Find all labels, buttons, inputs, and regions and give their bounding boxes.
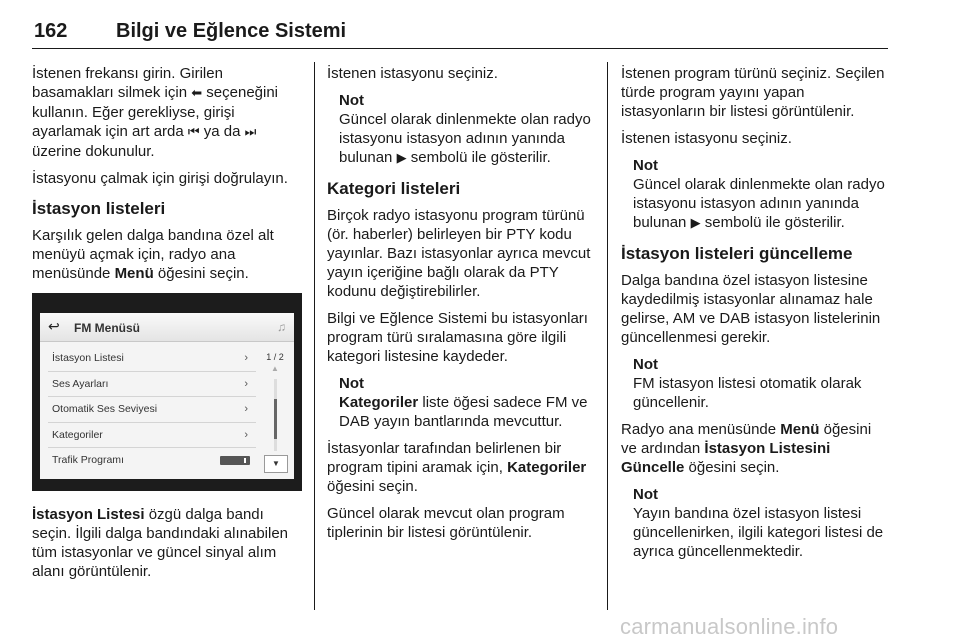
note-current-station-2: Not Güncel olarak dinlenmekte olan radyo istasyonu istasyon adının yanında bulunan ▶ sembolü ile gösterilir. xyxy=(633,157,885,231)
paragraph-select-station: İstenen istasyonu seçiniz. xyxy=(327,65,498,82)
fm-menu-display xyxy=(40,313,294,479)
paragraph-open-submenu: Karşılık gelen dalga bandına özel alt menüyü açmak için, radyo ana menüsünde Menü öğesini seçin. xyxy=(32,227,274,282)
chevron-right-icon: › xyxy=(244,403,248,416)
paragraph-program-types-list: Güncel olarak mevcut olan program tiplerinin bir listesi görüntülenir. xyxy=(327,505,565,541)
paragraph-frequency-entry: İstenen frekansı girin. Girilen basamakları silmek için ⬅ seçeneğini kullanın. Eğer gerekliyse, girişi ayarlamak için art arda ⏮ ya da ⏭ üzerine dokunulur. xyxy=(32,65,279,160)
column-3 xyxy=(621,64,891,569)
traffic-toggle[interactable] xyxy=(220,456,250,465)
page-number: 162 xyxy=(34,20,68,42)
column-1 xyxy=(32,64,302,589)
music-note-icon[interactable]: ♫ xyxy=(277,320,286,334)
column-2 xyxy=(327,64,595,550)
play-icon: ▶ xyxy=(690,216,701,231)
menu-item-categories[interactable]: Kategoriler › xyxy=(48,423,256,449)
note-current-station: Not Güncel olarak dinlenmekte olan radyo istasyonu istasyon adının yanında bulunan ▶ sembolü ile gösterilir. xyxy=(339,92,591,166)
heading-station-lists: İstasyon listeleri xyxy=(32,199,166,218)
paragraph-category-save: Bilgi ve Eğlence Sistemi bu istasyonları program türü sıralamasına göre ilgili kategori listesine kaydeder. xyxy=(327,310,588,365)
scroll-down-button[interactable]: ▼ xyxy=(264,455,288,473)
heading-category-lists: Kategori listeleri xyxy=(327,179,461,198)
menu-item-auto-volume[interactable]: Otomatik Ses Seviyesi › xyxy=(48,397,256,423)
paragraph-pty-code: Birçok radyo istasyonu program türünü (ör. haberler) belirleyen bir PTY kodu yayınlar. Bazı istasyonlar ayrıca mevcut yayın içeriğine bağlı olarak da PTY kodunu değiştirebilirler. xyxy=(327,207,591,300)
note-category-update: Not Yayın bandına özel istasyon listesi güncellenirken, ilgili kategori listesi de ayrıca güncellenmektedir. xyxy=(633,486,884,560)
menu-item-traffic-program[interactable]: Trafik Programı xyxy=(48,448,256,473)
skip-previous-icon: ⏮ xyxy=(187,125,200,140)
paragraph-update-instructions: Radyo ana menüsünde Menü öğesini ve ardından İstasyon Listesini Güncelle öğesini seçin. xyxy=(621,421,872,476)
note-categories-bands: Not Kategoriler liste öğesi sadece FM ve DAB yayın bantlarında mevcuttur. xyxy=(339,375,588,430)
menu-item-station-list[interactable]: İstasyon Listesi › xyxy=(48,346,256,372)
page-title: Bilgi ve Eğlence Sistemi xyxy=(116,20,347,42)
page-indicator: 1 / 2 xyxy=(266,352,284,362)
paragraph-confirm: İstasyonu çalmak için girişi doğrulayın. xyxy=(32,170,288,187)
fm-menu-list xyxy=(48,346,256,473)
note-fm-auto-update: Not FM istasyon listesi otomatik olarak güncellenir. xyxy=(633,356,862,411)
fm-menu-header xyxy=(40,313,294,342)
skip-next-icon: ⏭ xyxy=(244,125,257,140)
paragraph-update-needed: Dalga bandına özel istasyon listesine kaydedilmiş istasyonlar alınamaz hale gelirse, AM ve DAB istasyon listelerinin güncellenmesi gerekir. xyxy=(621,272,881,346)
back-icon[interactable]: ↩ xyxy=(48,318,60,334)
chevron-right-icon: › xyxy=(244,428,248,441)
column-divider-1 xyxy=(314,62,315,610)
page-header xyxy=(32,14,888,49)
fm-menu-title: FM Menüsü xyxy=(74,321,140,335)
scroll-up-icon[interactable]: ▲ xyxy=(271,364,279,373)
heading-update-station-lists: İstasyon listeleri güncelleme xyxy=(621,244,853,263)
chevron-right-icon: › xyxy=(244,377,248,390)
scrollbar[interactable] xyxy=(274,379,277,451)
fm-menu-screenshot xyxy=(32,293,302,491)
paragraph-select-station-2: İstenen istasyonu seçiniz. xyxy=(621,130,792,147)
chevron-right-icon: › xyxy=(244,352,248,364)
watermark: carmanualsonline.info xyxy=(620,614,839,639)
paragraph-select-program-type: İstenen program türünü seçiniz. Seçilen türde program yayını yapan istasyonların bir listesi görüntülenir. xyxy=(621,65,885,120)
paragraph-search-program-type: İstasyonlar tarafından belirlenen bir program tipini aramak için, Kategoriler öğesini seçin. xyxy=(327,440,587,495)
back-arrow-icon: ⬅ xyxy=(191,86,203,101)
column-divider-2 xyxy=(607,62,608,610)
play-icon: ▶ xyxy=(396,151,407,166)
scrollbar-thumb[interactable] xyxy=(274,399,277,439)
paragraph-station-list-desc: İstasyon Listesi özgü dalga bandı seçin. İlgili dalga bandındaki alınabilen tüm istasyonlar ve güncel sinyal alım alanı görüntülenir. xyxy=(32,506,289,580)
menu-item-sound-settings[interactable]: Ses Ayarları › xyxy=(48,372,256,398)
